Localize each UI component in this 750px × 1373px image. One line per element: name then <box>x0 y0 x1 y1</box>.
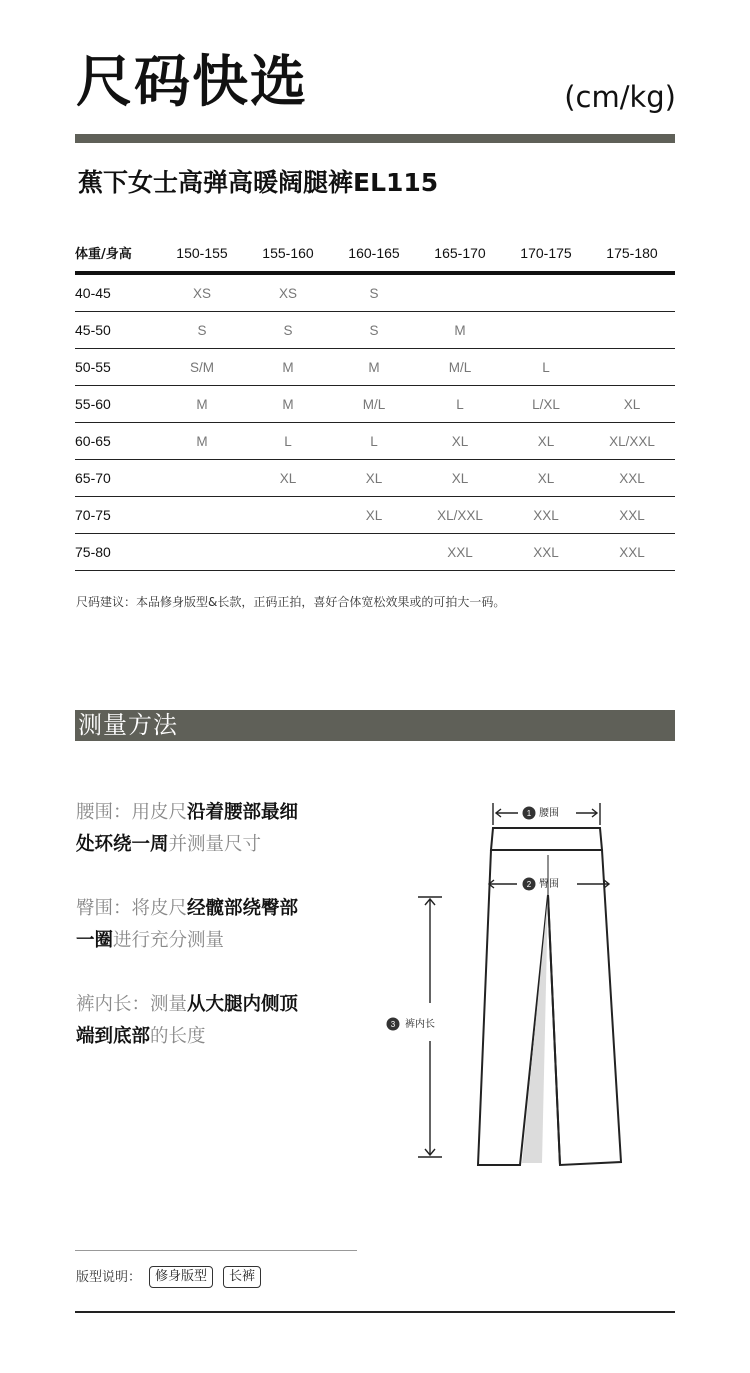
header-height-range: 175-180 <box>589 234 675 273</box>
measure-text-bold: 经髋部绕臀部 <box>187 898 299 919</box>
header-height-range: 155-160 <box>245 234 331 273</box>
marker-3-label: 裤内长 <box>405 1019 435 1030</box>
size-cell: S <box>159 312 245 349</box>
measure-text-bold: 一圈 <box>76 930 114 951</box>
fit-label: 版型说明： <box>76 1270 142 1285</box>
size-cell: XXL <box>589 534 675 571</box>
measure-hip-text <box>76 893 346 957</box>
size-cell <box>503 312 589 349</box>
header-height-range: 170-175 <box>503 234 589 273</box>
table-row <box>75 534 675 571</box>
measure-text-bold: 从大腿内侧顶 <box>187 994 299 1015</box>
table-row <box>75 423 675 460</box>
size-cell: L <box>503 349 589 386</box>
size-cell: XL <box>331 460 417 497</box>
measure-text-bold: 沿着腰部最细 <box>187 802 299 823</box>
size-cell <box>245 534 331 571</box>
header-weight-height: 体重/身高 <box>75 234 159 273</box>
size-cell: S <box>245 312 331 349</box>
size-cell: XL <box>417 423 503 460</box>
size-cell: S <box>331 273 417 312</box>
size-cell: M <box>245 349 331 386</box>
size-cell: L/XL <box>503 386 589 423</box>
product-name: 蕉下女士高弹高暖阔腿裤EL115 <box>78 168 439 197</box>
measure-text-plain: 的长度 <box>150 1026 206 1047</box>
size-cell: M/L <box>331 386 417 423</box>
measure-inseam-text <box>76 989 346 1053</box>
size-cell: XL <box>331 497 417 534</box>
fit-tag: 长裤 <box>223 1266 261 1288</box>
pants-diagram <box>380 795 640 1175</box>
table-row <box>75 497 675 534</box>
page-title: 尺码快选 <box>76 50 308 115</box>
marker-1-label: 腰围 <box>539 808 559 819</box>
size-cell: S/M <box>159 349 245 386</box>
size-cell <box>159 460 245 497</box>
size-cell: L <box>331 423 417 460</box>
bottom-divider <box>75 1311 675 1313</box>
size-cell <box>589 312 675 349</box>
table-row <box>75 273 675 312</box>
measure-text-plain: 腰围：用皮尺 <box>76 802 188 823</box>
measure-text-bold: 端到底部 <box>76 1026 151 1047</box>
size-cell <box>159 534 245 571</box>
size-cell: XXL <box>503 497 589 534</box>
fit-tag: 修身版型 <box>149 1266 213 1288</box>
size-cell: XL <box>503 423 589 460</box>
size-cell <box>503 273 589 312</box>
size-cell: XL <box>589 386 675 423</box>
size-cell <box>245 497 331 534</box>
measure-text-plain: 臀围：将皮尺 <box>76 898 188 919</box>
table-row <box>75 386 675 423</box>
weight-cell: 70-75 <box>75 497 159 534</box>
size-cell: XXL <box>589 460 675 497</box>
unit-label: (cm/kg) <box>564 80 676 114</box>
size-cell: XXL <box>503 534 589 571</box>
header-height-range: 165-170 <box>417 234 503 273</box>
table-row <box>75 349 675 386</box>
measure-text-plain: 并测量尺寸 <box>168 834 262 855</box>
size-cell: XL/XXL <box>417 497 503 534</box>
weight-cell: 75-80 <box>75 534 159 571</box>
weight-cell: 45-50 <box>75 312 159 349</box>
measure-text-bold: 处环绕一周 <box>76 834 169 855</box>
weight-cell: 60-65 <box>75 423 159 460</box>
measure-text-plain: 裤内长：测量 <box>76 994 188 1015</box>
weight-cell: 65-70 <box>75 460 159 497</box>
size-cell: XL <box>417 460 503 497</box>
size-cell <box>589 349 675 386</box>
size-cell <box>417 273 503 312</box>
size-cell: L <box>245 423 331 460</box>
size-cell <box>589 273 675 312</box>
size-cell: XS <box>159 273 245 312</box>
weight-cell: 40-45 <box>75 273 159 312</box>
size-cell: M <box>331 349 417 386</box>
measure-waist-text <box>76 797 346 861</box>
table-header-row <box>75 234 675 273</box>
size-cell: L <box>417 386 503 423</box>
size-cell: XL <box>503 460 589 497</box>
header-height-range: 160-165 <box>331 234 417 273</box>
size-cell: XXL <box>589 497 675 534</box>
table-row <box>75 460 675 497</box>
marker-3-number: 3 <box>390 1020 396 1029</box>
size-cell: M/L <box>417 349 503 386</box>
table-row <box>75 312 675 349</box>
fit-divider <box>75 1250 357 1251</box>
size-cell: M <box>159 423 245 460</box>
size-cell: XL <box>245 460 331 497</box>
pants-outline <box>478 850 621 1165</box>
marker-2-label: 臀围 <box>539 879 559 890</box>
header-divider-bar <box>75 134 675 143</box>
weight-cell: 50-55 <box>75 349 159 386</box>
size-cell: M <box>245 386 331 423</box>
waistband-outline <box>491 828 602 850</box>
size-advice: 尺码建议：本品修身版型&长款，正码正拍，喜好合体宽松效果或的可拍大一码。 <box>76 595 506 609</box>
marker-2-number: 2 <box>526 880 532 889</box>
size-cell: XS <box>245 273 331 312</box>
size-chart-table <box>75 234 675 571</box>
header-height-range: 150-155 <box>159 234 245 273</box>
size-cell: S <box>331 312 417 349</box>
measure-text-plain: 进行充分测量 <box>113 930 225 951</box>
size-cell: M <box>417 312 503 349</box>
size-cell: XXL <box>417 534 503 571</box>
size-cell: XL/XXL <box>589 423 675 460</box>
marker-1-number: 1 <box>526 809 532 818</box>
section-title: 测量方法 <box>78 711 178 739</box>
size-cell <box>159 497 245 534</box>
size-cell: M <box>159 386 245 423</box>
size-cell <box>331 534 417 571</box>
weight-cell: 55-60 <box>75 386 159 423</box>
